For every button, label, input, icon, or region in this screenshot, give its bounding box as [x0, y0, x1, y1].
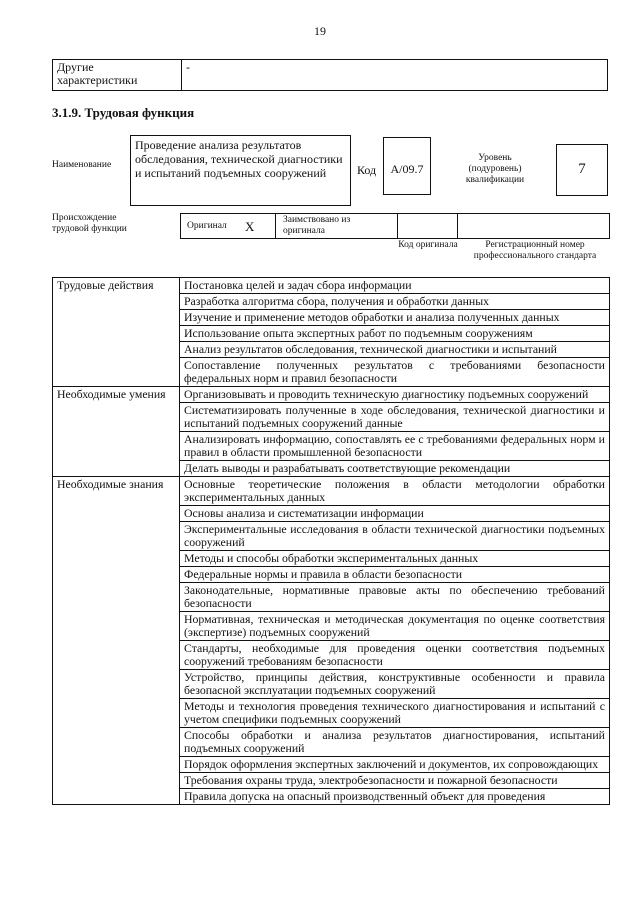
section-item: Федеральные нормы и правила в области безопасности — [180, 567, 610, 583]
name-label: Наименование — [52, 160, 112, 170]
section-item: Законодательные, нормативные правовые акты по обеспечению требований безопасности — [180, 583, 610, 612]
level-label: Уровень (подуровень) квалификации — [465, 153, 525, 185]
original-mark: X — [245, 219, 255, 234]
code-label: Код — [357, 163, 377, 177]
table-row — [53, 278, 610, 294]
code-value: А/09.7 — [383, 137, 431, 195]
divider — [275, 214, 276, 238]
section-item: Правила допуска на опасный производственный объект для проведения — [180, 789, 610, 805]
other-characteristics-label: Другие характеристики — [53, 60, 182, 91]
name-value: Проведение анализа результатов обследования, технической диагностики и испытаний подъемных сооружений — [130, 135, 351, 206]
section-item: Разработка алгоритма сбора, получения и обработки данных — [180, 294, 610, 310]
section-item: Постановка целей и задач сбора информации — [180, 278, 610, 294]
section-item: Сопоставление полученных результатов с требованиями безопасности федеральных норм и правил безопасности — [180, 358, 610, 387]
borrowed-label: Заимствовано из оригинала — [283, 215, 351, 236]
section-title: 3.1.9. Трудовая функция — [52, 105, 195, 120]
level-value: 7 — [556, 144, 608, 196]
section-item: Организовывать и проводить техническую диагностику подъемных сооружений — [180, 387, 610, 403]
other-characteristics-table — [52, 59, 608, 91]
section-item: Устройство, принципы действия, конструктивные особенности и правила безопасной эксплуатации подъемных сооружений — [180, 670, 610, 699]
section-item: Использование опыта экспертных работ по подъемным сооружениям — [180, 326, 610, 342]
section-item: Основные теоретические положения в области методологии обработки экспериментальных данных — [180, 477, 610, 506]
labor-function-table — [52, 277, 610, 805]
section-item: Методы и способы обработки экспериментальных данных — [180, 551, 610, 567]
section-category: Трудовые действия — [53, 278, 180, 387]
section-item: Нормативная, техническая и методическая документация по оценке соответствия (экспертизе) подъемных сооружений — [180, 612, 610, 641]
table-row — [53, 477, 610, 506]
section-item: Изучение и применение методов обработки и анализа полученных данных — [180, 310, 610, 326]
section-item: Делать выводы и разрабатывать соответствующие рекомендации — [180, 461, 610, 477]
original-label: Оригинал — [187, 221, 227, 231]
table-row — [53, 387, 610, 403]
section-item: Систематизировать полученные в ходе обследования, технической диагностики и испытаний подъемных сооружений данные — [180, 403, 610, 432]
code-original-label: Код оригинала — [398, 240, 458, 250]
section-item: Экспериментальные исследования в области технической диагностики подъемных сооружений — [180, 522, 610, 551]
section-item: Стандарты, необходимые для проведения оценки соответствия подъемных сооружений требованиям безопасности — [180, 641, 610, 670]
divider — [457, 214, 458, 238]
section-item: Анализировать информацию, сопоставлять ее с требованиями федеральных норм и правил в области промышленной безопасности — [180, 432, 610, 461]
section-item: Методы и технология проведения технического диагностирования и испытаний с учетом специфики подъемных сооружений — [180, 699, 610, 728]
section-item: Требования охраны труда, электробезопасности и пожарной безопасности — [180, 773, 610, 789]
reg-number-label: Регистрационный номер профессионального стандарта — [473, 240, 597, 261]
section-item: Основы анализа и систематизации информации — [180, 506, 610, 522]
other-characteristics-value: - — [182, 60, 608, 91]
section-item: Анализ результатов обследования, технической диагностики и испытаний — [180, 342, 610, 358]
origin-box — [180, 213, 610, 239]
origin-label: Происхождение трудовой функции — [52, 213, 127, 234]
divider — [397, 214, 398, 238]
section-category: Необходимые умения — [53, 387, 180, 477]
section-item: Порядок оформления экспертных заключений и документов, их сопровождающих — [180, 757, 610, 773]
section-item: Способы обработки и анализа результатов диагностирования, испытаний подъемных сооружений — [180, 728, 610, 757]
section-category: Необходимые знания — [53, 477, 180, 805]
page-number: 19 — [314, 24, 326, 38]
